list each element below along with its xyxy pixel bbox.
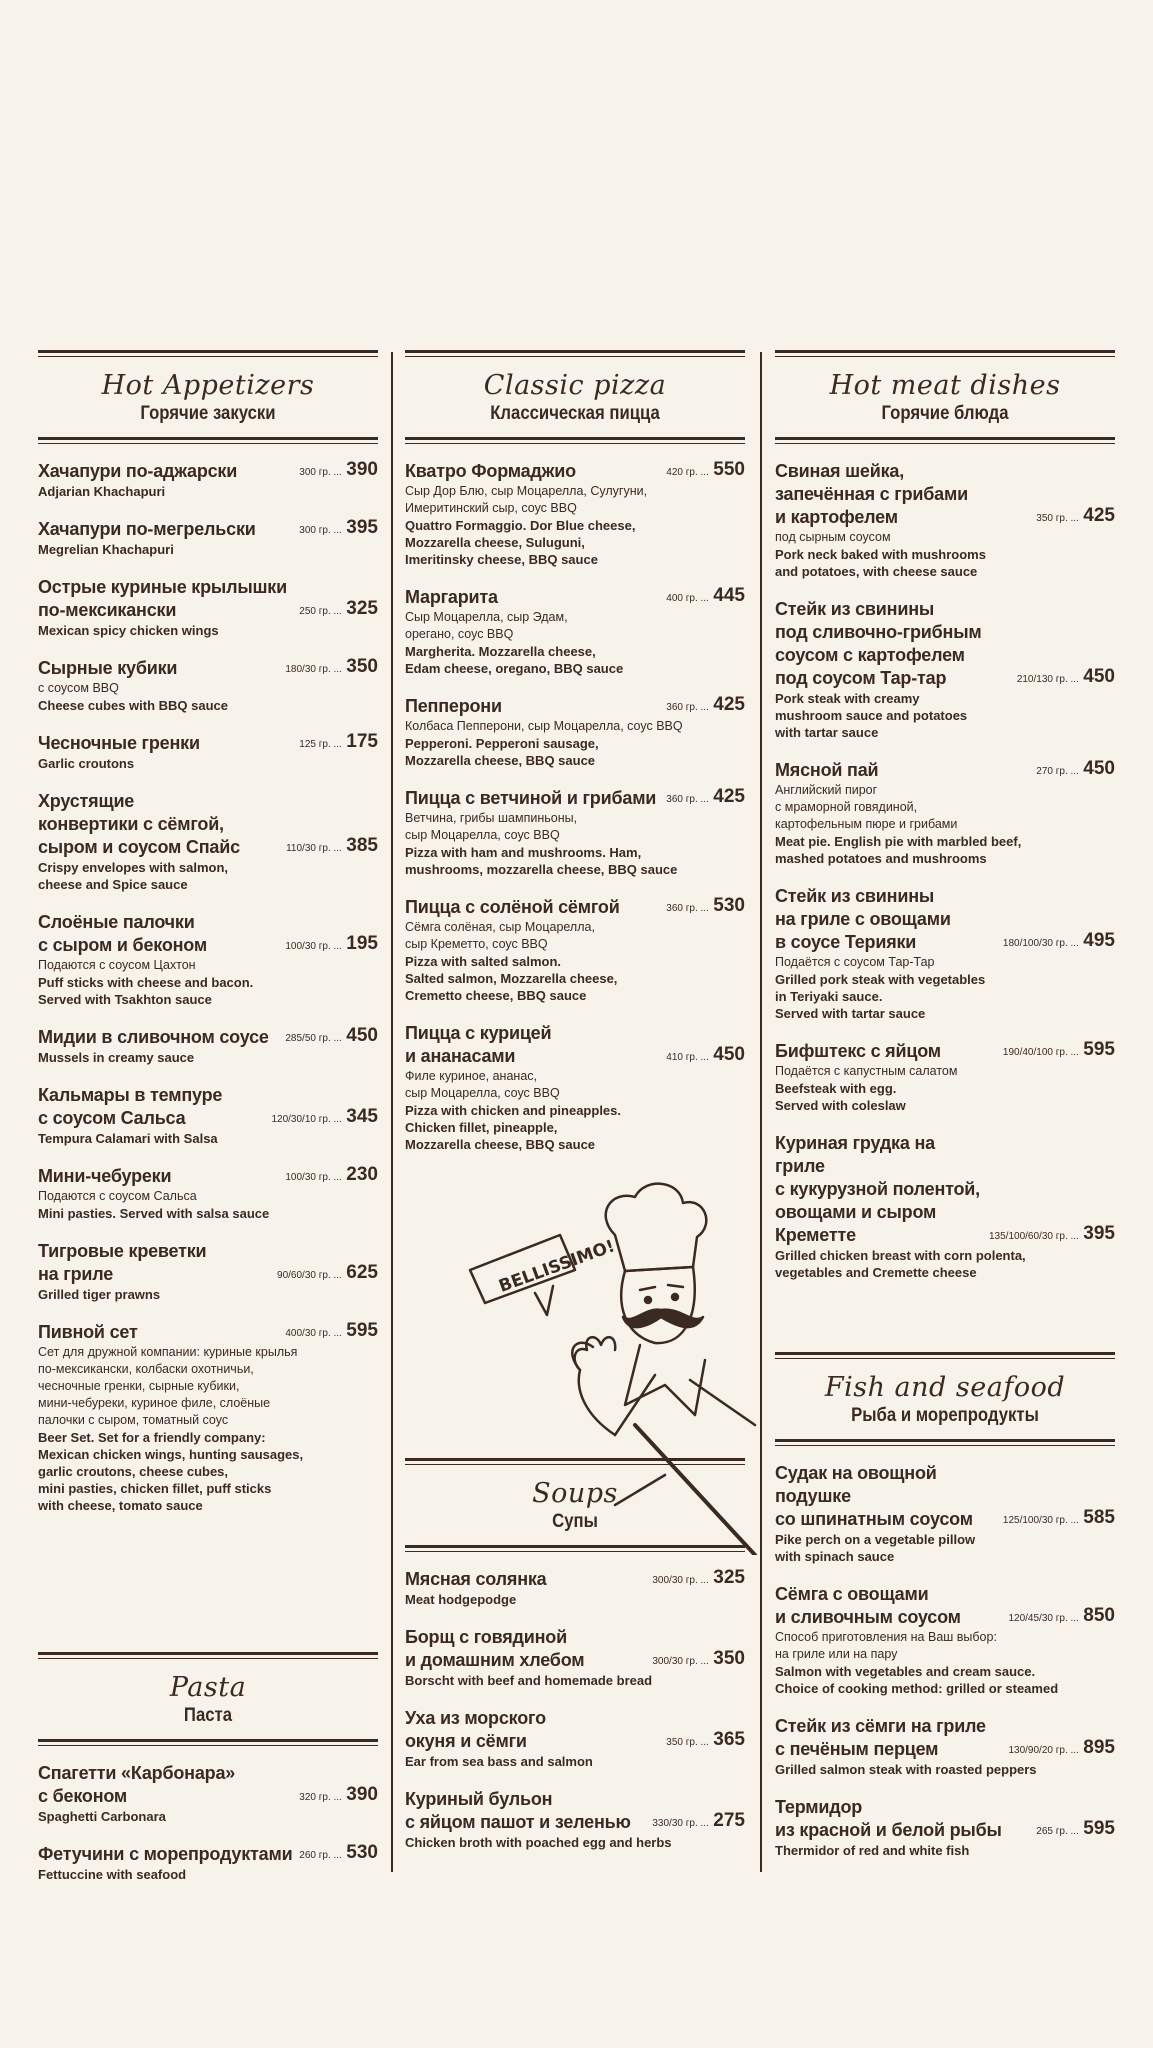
price-block [666, 586, 745, 609]
section-subtitle: Паста [183, 1705, 233, 1726]
section-header [775, 1359, 1115, 1439]
section-items [775, 1446, 1115, 1859]
section-rule [38, 350, 378, 357]
dish-price: 495 [1083, 930, 1115, 951]
menu-item-header [38, 1321, 378, 1344]
menu-item [405, 460, 745, 568]
dish-weight: 320 гр. ... [299, 1792, 342, 1803]
dish-description-ru: Английский пирог с мраморной говядиной, картофельным пюре и грибами [775, 783, 958, 831]
dish-name: Пицца с солёной сёмгой [405, 897, 620, 917]
dish-name: Стейк из сёмги на гриле с печёным перцем [775, 1716, 986, 1759]
menu-item-header [775, 1796, 1115, 1842]
price-block [299, 1843, 378, 1866]
dish-weight: 125/100/30 гр. ... [1002, 1515, 1079, 1526]
menu-section [405, 350, 745, 1153]
dish-weight: 300/30 гр. ... [652, 1575, 709, 1586]
menu-item [775, 1796, 1115, 1859]
menu-item-header [775, 885, 1115, 954]
dish-description-en: Cheese cubes with BBQ sauce [38, 698, 229, 713]
dish-name: Бифштекс с яйцом [775, 1041, 941, 1061]
menu-item-header [405, 460, 745, 483]
dish-name: Мясной пай [775, 760, 879, 780]
section-title: Pasta [169, 1672, 247, 1703]
price-block [299, 732, 378, 755]
dish-description-en: Pepperoni. Pepperoni sausage, Mozzarella cheese, BBQ sauce [405, 736, 599, 768]
dish-weight: 400/30 гр. ... [285, 1328, 342, 1339]
dish-price: 325 [346, 598, 378, 619]
price-block [299, 518, 378, 541]
dish-name: Пепперони [405, 696, 502, 716]
dish-description-en: Meat hodgepodge [405, 1592, 517, 1607]
dish-description-en: Puff sticks with cheese and bacon. Served with Tsakhton sauce [38, 975, 254, 1007]
dish-name: Судак на овощной подушке со шпинатным соусом [775, 1463, 973, 1529]
section-items [405, 444, 745, 1153]
dish-weight: 360 гр. ... [666, 903, 709, 914]
section-header [775, 357, 1115, 437]
dish-description-en: Chicken broth with poached egg and herbs [405, 1835, 672, 1850]
dish-description-en: Pork steak with creamy mushroom sauce and potatoes with tartar sauce [775, 691, 968, 740]
dish-description-ru: Способ приготовления на Ваш выбор: на гриле или на пару [775, 1630, 997, 1661]
dish-description-ru: Сёмга солёная, сыр Моцарелла, сыр Креметто, соус BBQ [405, 920, 595, 951]
dish-name: Мясная солянка [405, 1569, 547, 1589]
dish-price: 425 [713, 786, 745, 807]
price-block [271, 1107, 378, 1130]
menu-item [775, 885, 1115, 1022]
dish-weight: 100/30 гр. ... [285, 941, 342, 952]
dish-name: Куриная грудка на гриле с кукурузной полентой, овощами и сыром Креметте [775, 1133, 980, 1245]
menu-item [38, 1321, 378, 1514]
dish-price: 595 [346, 1320, 378, 1341]
dish-description-ru: Сыр Дор Блю, сыр Моцарелла, Сулугуни, Имеритинский сыр, соус BBQ [405, 484, 648, 515]
dish-price: 390 [346, 1784, 378, 1805]
dish-price: 595 [1083, 1818, 1115, 1839]
dish-name: Пицца с курицей и ананасами [405, 1023, 552, 1066]
section-header [405, 357, 745, 437]
dish-description-en: Mexican spicy chicken wings [38, 623, 219, 638]
dish-description-en: Garlic croutons [38, 756, 135, 771]
dish-description-en: Borscht with beef and homemade bread [405, 1673, 653, 1688]
menu-item-header [775, 1132, 1115, 1247]
price-block [1036, 759, 1115, 782]
menu-item [405, 787, 745, 878]
section-rule [38, 1652, 378, 1659]
section-title: Hot Appetizers [101, 370, 315, 401]
menu-item-header [775, 460, 1115, 529]
price-block [666, 1730, 745, 1753]
dish-name: Термидор из красной и белой рыбы [775, 1797, 1002, 1840]
menu-item-header [38, 1026, 378, 1049]
menu-column-3 [775, 350, 1115, 1858]
menu-item [38, 1084, 378, 1147]
menu-item-header [405, 1626, 745, 1672]
section-title: Soups [532, 1478, 618, 1509]
price-block [666, 1045, 745, 1068]
menu-item-header [38, 790, 378, 859]
dish-weight: 410 гр. ... [666, 1052, 709, 1063]
menu-item [38, 1026, 378, 1066]
price-block [1003, 931, 1115, 954]
menu-item-header [38, 732, 378, 755]
menu-item [405, 1022, 745, 1153]
dish-name: Мини-чебуреки [38, 1166, 172, 1186]
menu-item [38, 1240, 378, 1303]
dish-description-ru: Ветчина, грибы шампиньоны, сыр Моцарелла, соус BBQ [405, 811, 578, 842]
dish-description-ru: под сырным соусом [775, 530, 891, 544]
section-subtitle: Супы [552, 1511, 598, 1532]
dish-name: Борщ с говядиной и домашним хлебом [405, 1627, 585, 1670]
dish-description-en: Mussels in creamy sauce [38, 1050, 195, 1065]
dish-description-en: Salmon with vegetables and cream sauce. Choice of cooking method: grilled or steamed [775, 1664, 1059, 1696]
dish-price: 325 [713, 1567, 745, 1588]
dish-description-en: Meat pie. English pie with marbled beef, mashed potatoes and mushrooms [775, 834, 1022, 866]
dish-description-en: Grilled pork steak with vegetables in Teriyaki sauce. Served with tartar sauce [775, 972, 986, 1021]
dish-price: 365 [713, 1729, 745, 1750]
dish-price: 450 [1083, 758, 1115, 779]
menu-item-header [405, 1707, 745, 1753]
menu-section [775, 1352, 1115, 1877]
price-block [285, 1165, 378, 1188]
menu-item [775, 460, 1115, 580]
dish-description-ru: Сет для дружной компании: куриные крылья по-мексикански, колбаски охотничьи, чесночные гренки, сырные кубики, мини-чебуреки, куриное филе, слоёные палочки с сыром, томатный соус [38, 1345, 298, 1427]
dish-description-en: Crispy envelopes with salmon, cheese and Spice sauce [38, 860, 228, 892]
dish-name: Пицца с ветчиной и грибами [405, 788, 657, 808]
price-block [299, 599, 378, 622]
dish-name: Хачапури по-аджарски [38, 461, 238, 481]
column-divider [391, 352, 393, 1872]
menu-item [775, 598, 1115, 741]
dish-description-en: Fettuccine with seafood [38, 1867, 187, 1882]
section-subtitle: Классическая пицца [490, 403, 660, 424]
dish-price: 175 [346, 731, 378, 752]
dish-price: 450 [713, 1044, 745, 1065]
section-title: Fish and seafood [824, 1372, 1066, 1403]
dish-price: 595 [1083, 1039, 1115, 1060]
dish-description-ru: Подаётся с капустным салатом [775, 1064, 958, 1078]
dish-price: 195 [346, 933, 378, 954]
dish-weight: 360 гр. ... [666, 702, 709, 713]
menu-item-header [38, 1762, 378, 1808]
section-items [38, 444, 378, 1514]
menu-item-header [405, 586, 745, 609]
price-block [652, 1568, 745, 1591]
dish-weight: 330/30 гр. ... [652, 1818, 709, 1829]
price-block [1017, 667, 1115, 690]
dish-price: 445 [713, 585, 745, 606]
price-block [666, 787, 745, 810]
section-rule [38, 1739, 378, 1746]
dish-name: Уха из морского окуня и сёмги [405, 1708, 546, 1751]
price-block [1008, 1606, 1115, 1629]
dish-description-ru: Филе куриное, ананас, сыр Моцарелла, соус BBQ [405, 1069, 560, 1100]
price-block [666, 695, 745, 718]
dish-price: 395 [1083, 1223, 1115, 1244]
price-block [666, 896, 745, 919]
dish-price: 530 [346, 1842, 378, 1863]
dish-description-ru: Колбаса Пепперони, сыр Моцарелла, соус BBQ [405, 719, 683, 733]
price-block [1003, 1508, 1115, 1531]
menu-item-header [38, 1843, 378, 1866]
section-header [38, 1659, 378, 1739]
dish-name: Острые куриные крылышки по-мексикански [38, 577, 287, 620]
dish-weight: 250 гр. ... [299, 606, 342, 617]
section-title: Classic pizza [483, 370, 667, 401]
menu-item-header [775, 1040, 1115, 1063]
menu-item [405, 1626, 745, 1689]
dish-name: Кальмары в темпуре с соусом Сальса [38, 1085, 223, 1128]
dish-description-ru: Подаются с соусом Сальса [38, 1189, 197, 1203]
dish-name: Спагетти «Карбонара» с беконом [38, 1763, 236, 1806]
menu-item [405, 1788, 745, 1851]
column-divider [760, 352, 762, 1872]
dish-name: Мидии в сливочном соусе [38, 1027, 269, 1047]
dish-weight: 180/30 гр. ... [285, 664, 342, 675]
price-block [285, 934, 378, 957]
dish-description-en: Spaghetti Carbonara [38, 1809, 166, 1824]
dish-weight: 350 гр. ... [1036, 513, 1079, 524]
menu-item [775, 1715, 1115, 1778]
dish-price: 350 [713, 1648, 745, 1669]
dish-price: 585 [1083, 1507, 1115, 1528]
menu-item [38, 732, 378, 772]
price-block [285, 1321, 378, 1344]
dish-weight: 180/100/30 гр. ... [1002, 938, 1079, 949]
dish-weight: 210/130 гр. ... [1016, 674, 1079, 685]
menu-item [38, 1762, 378, 1825]
dish-description-ru: Сыр Моцарелла, сыр Эдам, орегано, соус BBQ [405, 610, 568, 641]
price-block [299, 1785, 378, 1808]
chef-illustration [465, 1175, 765, 1555]
dish-description-en: Pizza with ham and mushrooms. Ham, mushrooms, mozzarella cheese, BBQ sauce [405, 845, 678, 877]
dish-description-en: Megrelian Khachapuri [38, 542, 174, 557]
menu-item [405, 695, 745, 769]
dish-description-en: Pizza with salted salmon. Salted salmon, Mozzarella cheese, Cremetto cheese, BBQ sauce [405, 954, 618, 1003]
dish-description-en: Ear from sea bass and salmon [405, 1754, 593, 1769]
menu-item [38, 1165, 378, 1222]
price-block [652, 1811, 745, 1834]
price-block [277, 1263, 378, 1286]
price-block [1036, 506, 1115, 529]
menu-item-header [405, 1022, 745, 1068]
dish-name: Хрустящие конвертики с сёмгой, сыром и соусом Спайс [38, 791, 240, 857]
dish-price: 895 [1083, 1737, 1115, 1758]
dish-weight: 120/30/10 гр. ... [271, 1114, 342, 1125]
menu-item [38, 460, 378, 500]
section-subtitle: Горячие блюда [881, 403, 1009, 424]
dish-description-ru: Подаются с соусом Цахтон [38, 958, 196, 972]
menu-item [38, 576, 378, 639]
dish-name: Маргарита [405, 587, 498, 607]
section-items [38, 1746, 378, 1883]
dish-name: Свиная шейка, запечённая с грибами и картофелем [775, 461, 968, 527]
menu-item-header [38, 518, 378, 541]
dish-price: 385 [346, 835, 378, 856]
section-subtitle: Рыба и морепродукты [851, 1405, 1039, 1426]
section-items [405, 1552, 745, 1851]
menu-item-header [38, 911, 378, 957]
dish-name: Тигровые креветки на гриле [38, 1241, 207, 1284]
dish-price: 450 [346, 1025, 378, 1046]
dish-weight: 350 гр. ... [666, 1737, 709, 1748]
dish-price: 625 [346, 1262, 378, 1283]
dish-description-en: Mini pasties. Served with salsa sauce [38, 1206, 270, 1221]
menu-item [405, 1707, 745, 1770]
bubble-text: BELLISSIMO! [496, 1236, 618, 1297]
menu-item [38, 790, 378, 893]
menu-item-header [405, 896, 745, 919]
menu-item [775, 1583, 1115, 1697]
menu-item [38, 1843, 378, 1883]
menu-item [775, 1132, 1115, 1281]
menu-item-header [775, 1462, 1115, 1531]
menu-item-header [38, 460, 378, 483]
dish-description-en: Quattro Formaggio. Dor Blue cheese, Mozzarella cheese, Suluguni, Imeritinsky cheese, BBQ sauce [405, 518, 636, 567]
dish-price: 395 [346, 517, 378, 538]
dish-price: 350 [346, 656, 378, 677]
price-block [1036, 1819, 1115, 1842]
section-items [775, 444, 1115, 1281]
dish-price: 450 [1083, 666, 1115, 687]
price-block [285, 1026, 378, 1049]
menu-item-header [405, 695, 745, 718]
menu-item-header [405, 787, 745, 810]
dish-price: 425 [1083, 505, 1115, 526]
dish-weight: 420 гр. ... [666, 467, 709, 478]
dish-weight: 300/30 гр. ... [652, 1656, 709, 1667]
menu-item [38, 518, 378, 558]
dish-description-en: Beefsteak with egg. Served with coleslaw [775, 1081, 906, 1113]
dish-name: Куриный бульон с яйцом пашот и зеленью [405, 1789, 631, 1832]
dish-name: Кватро Формаджио [405, 461, 576, 481]
dish-name: Стейк из свинины на гриле с овощами в соусе Терияки [775, 886, 951, 952]
section-subtitle: Горячие закуски [140, 403, 276, 424]
dish-name: Сырные кубики [38, 658, 178, 678]
dish-description-ru: с соусом BBQ [38, 681, 119, 695]
dish-name: Сёмга с овощами и сливочным соусом [775, 1584, 961, 1627]
menu-item-header [405, 1788, 745, 1834]
menu-item-header [775, 759, 1115, 782]
dish-description-en: Beer Set. Set for a friendly company: Mexican chicken wings, hunting sausages, garlic croutons, cheese cubes, mini pasties, chicken fillet, puff sticks with cheese, tomato sauce [38, 1430, 304, 1513]
dish-description-en: Grilled salmon steak with roasted peppers [775, 1762, 1037, 1777]
dish-description-en: Tempura Calamari with Salsa [38, 1131, 218, 1146]
dish-weight: 90/60/30 гр. ... [277, 1270, 342, 1281]
price-block [666, 460, 745, 483]
section-rule [775, 437, 1115, 444]
dish-weight: 300 гр. ... [299, 467, 342, 478]
dish-weight: 110/30 гр. ... [286, 843, 342, 854]
price-block [285, 657, 378, 680]
dish-weight: 300 гр. ... [299, 525, 342, 536]
menu-item [405, 1568, 745, 1608]
price-block [286, 836, 378, 859]
dish-weight: 120/45/30 гр. ... [1008, 1613, 1079, 1624]
menu-item-header [38, 1240, 378, 1286]
menu-item-header [38, 1084, 378, 1130]
dish-weight: 125 гр. ... [299, 739, 342, 750]
dish-weight: 135/100/60/30 гр. ... [989, 1231, 1079, 1242]
section-rule [775, 350, 1115, 357]
price-block [652, 1649, 745, 1672]
menu-item-header [405, 1568, 745, 1591]
dish-weight: 360 гр. ... [666, 794, 709, 805]
dish-name: Слоёные палочки с сыром и беконом [38, 912, 207, 955]
dish-description-en: Pork neck baked with mushrooms and potatoes, with cheese sauce [775, 547, 986, 579]
dish-price: 550 [713, 459, 745, 480]
price-block [1003, 1040, 1115, 1063]
menu-item [405, 896, 745, 1004]
dish-name: Хачапури по-мегрельски [38, 519, 256, 539]
dish-weight: 260 гр. ... [299, 1850, 342, 1861]
dish-name: Чесночные гренки [38, 733, 200, 753]
dish-weight: 285/50 гр. ... [285, 1033, 342, 1044]
menu-item [775, 1040, 1115, 1114]
dish-price: 345 [346, 1106, 378, 1127]
dish-name: Стейк из свинины под сливочно-грибным соусом с картофелем под соусом Тар-тар [775, 599, 982, 688]
dish-description-en: Grilled chicken breast with corn polenta, vegetables and Cremette cheese [775, 1248, 1026, 1280]
dish-description-en: Pizza with chicken and pineapples. Chicken fillet, pineapple, Mozzarella cheese, BBQ sauce [405, 1103, 621, 1152]
menu-item [405, 586, 745, 677]
dish-price: 530 [713, 895, 745, 916]
menu-section [38, 350, 378, 1514]
dish-weight: 130/90/20 гр. ... [1008, 1745, 1079, 1756]
dish-name: Фетучини с морепродуктами [38, 1844, 293, 1864]
menu-item [38, 657, 378, 714]
dish-description-en: Adjarian Khachapuri [38, 484, 166, 499]
dish-name: Пивной сет [38, 1322, 138, 1342]
menu-item [775, 1462, 1115, 1565]
menu-item-header [775, 1715, 1115, 1761]
menu-item-header [775, 598, 1115, 690]
price-block [989, 1224, 1115, 1247]
menu-section [775, 350, 1115, 1281]
dish-description-en: Margherita. Mozzarella cheese, Edam cheese, oregano, BBQ sauce [405, 644, 624, 676]
dish-price: 425 [713, 694, 745, 715]
dish-price: 390 [346, 459, 378, 480]
section-title: Hot meat dishes [829, 370, 1061, 401]
dish-price: 850 [1083, 1605, 1115, 1626]
section-rule [775, 1439, 1115, 1446]
dish-description-en: Thermidor of red and white fish [775, 1843, 970, 1858]
dish-description-en: Pike perch on a vegetable pillow with spinach sauce [775, 1532, 976, 1564]
section-header [38, 357, 378, 437]
menu-column-1 [38, 350, 378, 1882]
dish-price: 275 [713, 1810, 745, 1831]
menu-item [775, 759, 1115, 867]
section-rule [405, 437, 745, 444]
menu-item [38, 911, 378, 1008]
menu-item-header [38, 576, 378, 622]
dish-weight: 100/30 гр. ... [285, 1172, 342, 1183]
dish-description-en: Grilled tiger prawns [38, 1287, 161, 1302]
dish-weight: 270 гр. ... [1036, 766, 1079, 777]
section-rule [775, 1352, 1115, 1359]
dish-description-ru: Подаётся с соусом Тар-Тар [775, 955, 935, 969]
section-rule [405, 350, 745, 357]
dish-weight: 265 гр. ... [1036, 1826, 1079, 1837]
menu-item-header [38, 1165, 378, 1188]
dish-weight: 400 гр. ... [666, 593, 709, 604]
section-rule [38, 437, 378, 444]
menu-item-header [38, 657, 378, 680]
price-block [1008, 1738, 1115, 1761]
dish-price: 230 [346, 1164, 378, 1185]
price-block [299, 460, 378, 483]
menu-section [38, 1652, 378, 1901]
dish-weight: 190/40/100 гр. ... [1002, 1047, 1079, 1058]
menu-item-header [775, 1583, 1115, 1629]
